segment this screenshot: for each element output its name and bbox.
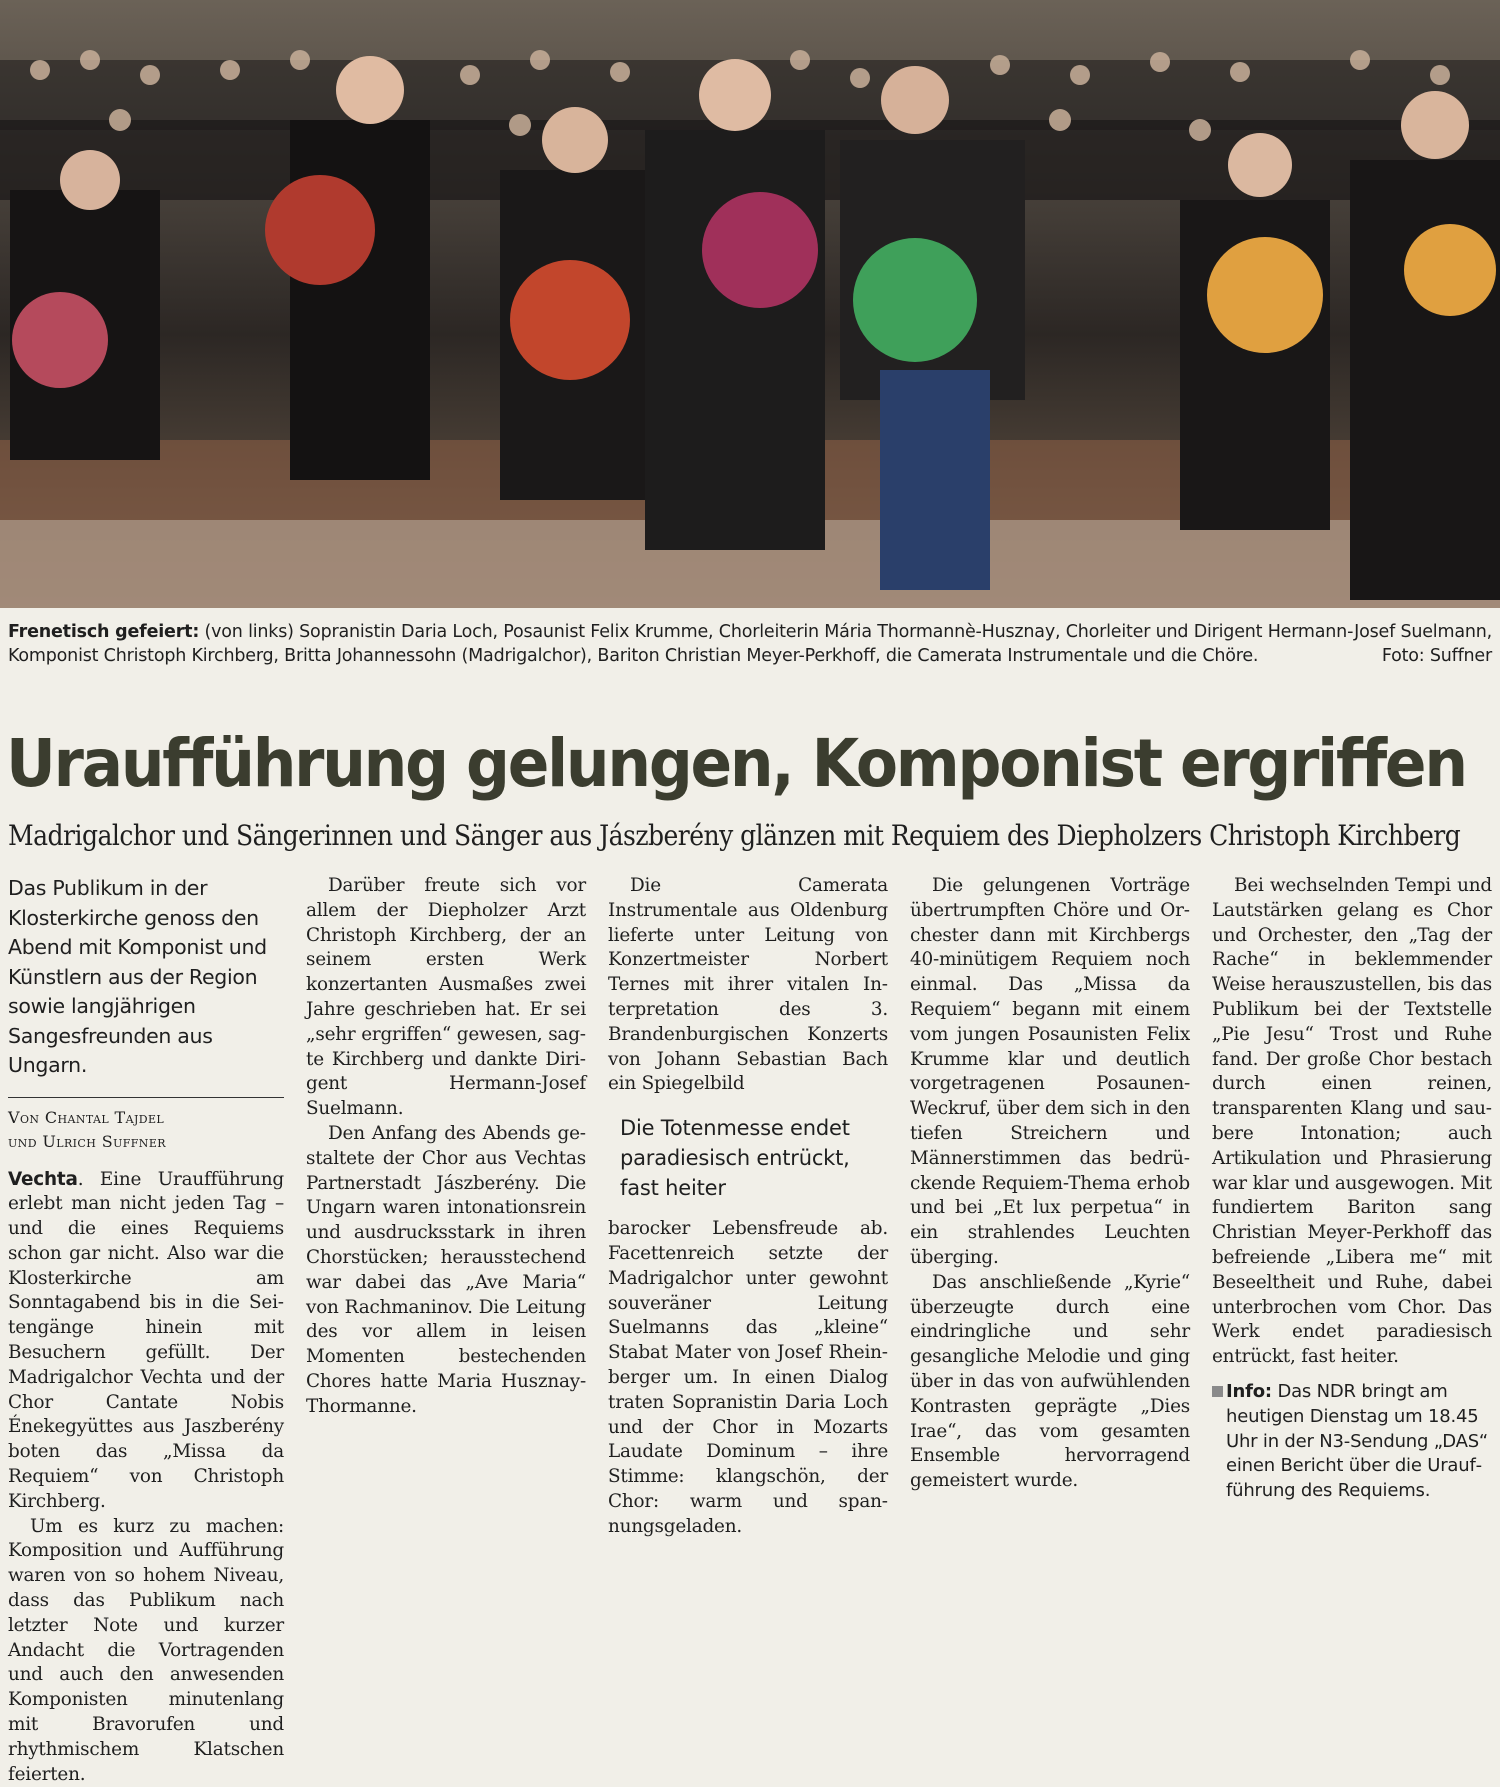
info-square-icon [1212,1386,1223,1397]
info-text: Das NDR bringt am heutigen Dienstag um 18.45 Uhr in der N3-Sendung „DAS“ einen Bericht über die Uraufführung des Requiems. [1226,1380,1489,1502]
paragraph-3: Darüber freute sich vor allem der Diepholzer Arzt Christoph Kirchberg, der an seinem ersten Werk konzertanten Ausmaßes zwei Jahre geschrieben hat. Er sei „sehr ergriffen“ gewesen, sagte Kirchberg und dankte Dirigent Hermann-Josef Suelmann. [306,875,586,1120]
caption-lead: Frenetisch gefeiert: [8,622,200,642]
concert-photo-illustration [0,0,1500,608]
article-lead: Das Publikum in der Klosterkirche genoss den Abend mit Komponist und Künstlern aus der Region sowie langjährigen Sangesfreunden aus Ungarn. [8,876,267,1077]
byline-line-1: Von Chantal Tajdel [8,1107,165,1127]
dateline: Vechta [8,1168,78,1190]
paragraph-1 [8,1168,284,1515]
photo-credit: Foto: Suffner [1381,646,1492,666]
paragraph-8: Das anschließende „Kyrie“ überzeugte durch eine eindringliche und sehr gesangliche Melodie und ging über in das von aufwühlenden Kontrasten geprägte „Dies Irae“, das vom gesamten Ensemble hervorragend gemeistert wurde. [910,1271,1190,1492]
caption-text: (von links) Sopranistin Daria Loch, Posaunist Felix Krumme, Chorleiterin Mária Thormannè-Husznay, Chorleiter und Dirigent Hermann-Josef Suelmann, Komponist Christoph Kirchberg, Britta Johannessohn (Madrigalchor), Bariton Christian Meyer-Perkhoff, die Camerata Instrumentale und die Chöre. [8,622,1492,666]
photo-caption [8,620,1492,668]
paragraph-2-start [8,1515,284,1787]
article-column-1 [8,874,284,1787]
concert-photo [0,0,1500,608]
byline [8,1106,284,1154]
paragraph-2-text: Um es kurz zu machen: Komposition und Aufführung waren von so hohem Niveau, dass das Publikum nach letzter Note und kurzer Andacht die Vortragenden und auch den anwesenden Komponisten minutenlang mit Bravorufen und rhythmischem Klatschen feierten. [8,1515,284,1785]
byline-line-2: und Ulrich Suffner [8,1131,166,1151]
article-column-5 [1212,874,1492,1504]
paragraph-5: Die Camerata Instrumentale aus Oldenburg lieferte unter Leitung von Konzertmeister Norbert Ternes mit ihrer vitalen Interpretation des 3. Brandenburgischen Konzerts von Johann Sebastian Bach ein Spiegelbild [608,875,888,1095]
paragraph-6: barocker Lebensfreude ab. Facettenreich setzte der Madrigalchor unter gewohnt souveräner Leitung Suelmanns das „kleine“ Stabat Mater von Josef Rheinberger um. In einen Dialog traten Sopranistin Daria Loch und der Chor in Mozarts Laudate Dominum – ihre Stimme: klangschön, der Chor: warm und spannungsgeladen. [608,1218,888,1537]
paragraph-9: Bei wechselnden Tempi und Lautstärken gelang es Chor und Orchester, den „Tag der Rache“ in beklemmender Weise herauszustellen, bis das Publikum bei der Textstelle „Pie Jesu“ Trost und Ruhe fand. Der große Chor bestach durch einen reinen, transparenten Klang und saubere Intonation; auch Artikulation und Phrasierung war klar und ausgewogen. Mit fundiertem Bariton sang Christian Meyer-Perkhoff das befreiende „Libera me“ mit Beseeltheit und Ruhe, dabei unterbrochen vom Chor. Das Werk endet paradiesisch entrückt, fast heiter. [1212,875,1492,1368]
intermediate-heading: Die Totenmesse endet paradiesisch entrückt, fast heiter [620,1116,850,1201]
article-column-3 [608,874,888,1540]
article-column-4 [910,874,1190,1494]
headline: Uraufführung gelungen, Komponist ergriffen [6,725,1466,802]
paragraph-1-text: . Eine Uraufführung erlebt man nicht jeden Tag – und die eines Requiems schon gar nicht. Also war die Klosterkirche am Sonntagabend bis in die Seitengänge hinein mit Besuchern gefüllt. Der Madrigalchor Vechta und der Chor Cantate Nobis Énekegyüttes aus Jaszberény boten das „Missa da Requiem“ von Christoph Kirchberg. [8,1168,284,1512]
paragraph-4: Den Anfang des Abends gestaltete der Chor aus Vechtas Partnerstadt Jászberény. Die Ungarn waren intonationsrein und ausdrucksstark in ihren Chorstücken; herausstechend war dabei das „Ave Maria“ von Rachmaninov. Die Leitung des vor allem in leisen Momenten bestechenden Chores hatte Maria Husznay-Thormanne. [306,1122,586,1417]
subheadline: Madrigalchor und Sängerinnen und Sänger aus Jászberény glänzen mit Requiem des Diepholzers Christoph Kirchberg [8,819,1461,852]
article-column-2 [306,874,586,1420]
byline-rule [8,1097,284,1098]
info-label: Info: [1226,1380,1272,1402]
info-box [1212,1380,1492,1504]
paragraph-7: Die gelungenen Vorträge übertrumpften Chöre und Orchester dann mit Kirchbergs 40-minütigem Requiem noch einmal. Das „Missa da Requiem“ begann mit einem vom jungen Posaunisten Felix Krumme klar und deutlich vorgetragenen Posaunen-Weckruf, über dem sich in den tiefen Streichern und Männerstimmen das bedrückende Requiem-Thema erhob und bei „Et lux perpetua“ in ein strahlendes Leuchten überging. [910,875,1190,1268]
